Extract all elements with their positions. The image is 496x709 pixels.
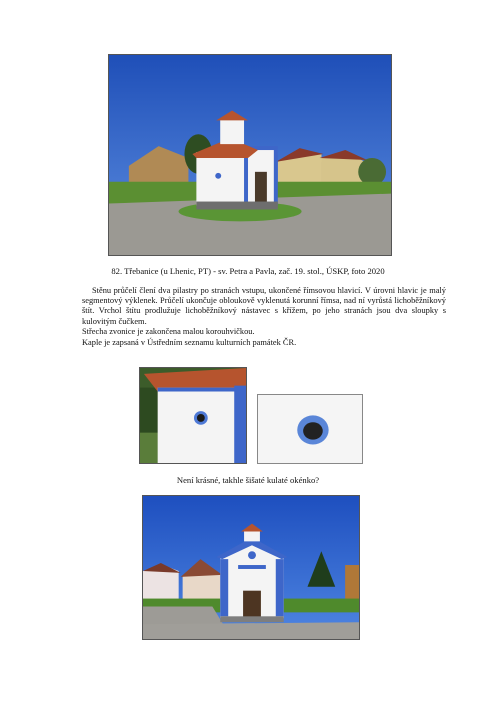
window-caption: Není krásné, takhle šišaté kulaté okénko? <box>176 475 320 485</box>
chapel-side-photo <box>139 367 247 464</box>
chapel-front-photo <box>142 495 360 640</box>
bell-tower-line: Střecha zvonice je zakončena malou korouhvičkou. <box>82 327 255 336</box>
round-window-closeup <box>257 394 363 464</box>
description-paragraph: Stěnu průčelí člení dva pilastry po stranách vstupu, ukončené římsovou hlavicí. V úrovni hlavic je malý segmentový výklenek. Průčelí ukončuje obloukově vyklenutá korunní římsa, nad ní vyrůstá lichoběžníkový štít. Vrchol štítu prodlužuje lichoběžníkový nástavec s křížem, po jeho stranách jsou dva sloupky s kulovitým čučkem. <box>82 286 446 326</box>
chapel-main-photo <box>108 54 392 256</box>
registry-line: Kaple je zapsaná v Ústředním seznamu kulturních památek ČR. <box>82 338 297 347</box>
main-photo-caption: 82. Třebanice (u Lhenic, PT) - sv. Petra a Pavla, zač. 19. stol., ÚSKP, foto 2020 <box>111 266 385 276</box>
